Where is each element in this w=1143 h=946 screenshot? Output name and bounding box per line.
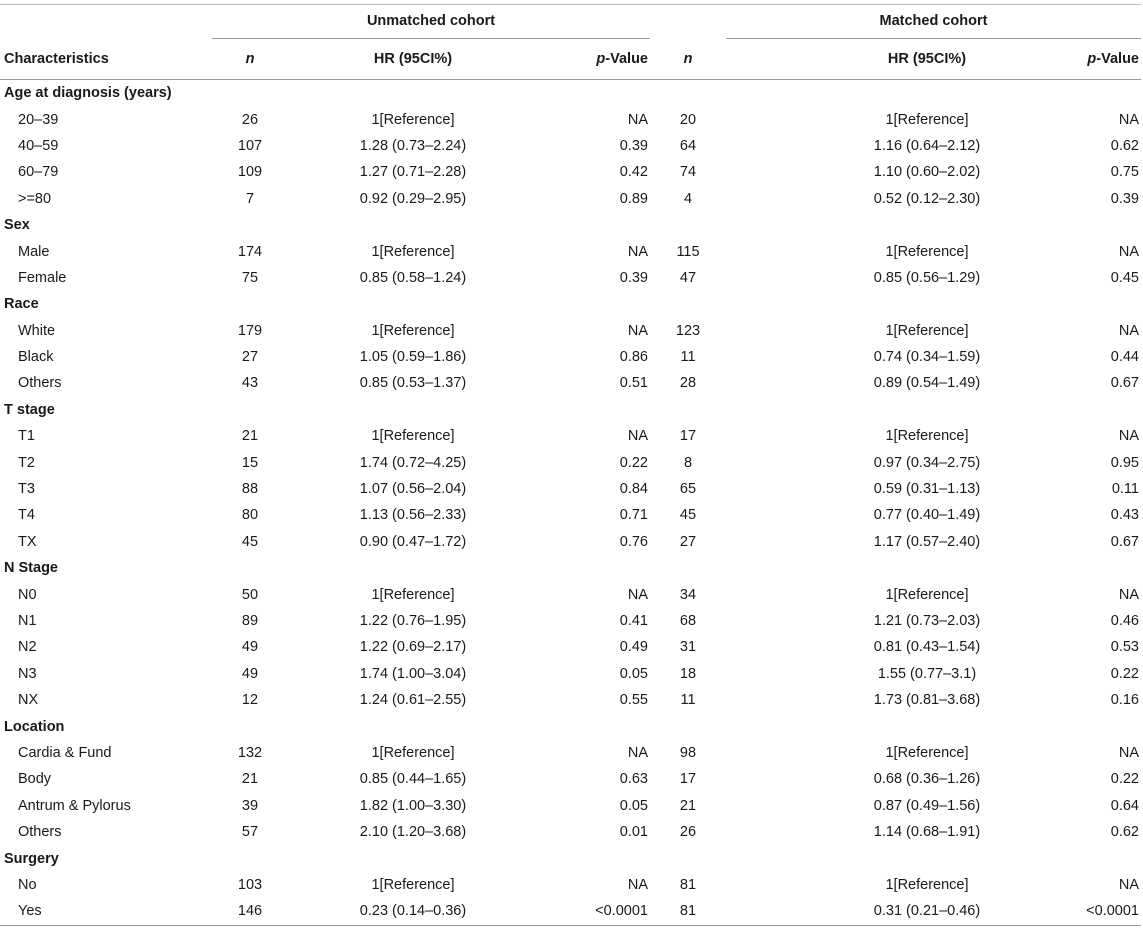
section-header-row [0,713,1141,739]
matched-n-cell: 65 [679,481,697,498]
spacer-cell [726,502,802,528]
unmatched-hr-cell: 1[Reference] [371,744,455,761]
unmatched-p-cell: 0.51 [619,375,648,392]
unmatched-hr-cell: 1.27 (0.71–2.28) [359,164,467,181]
unmatched-p-cell: 0.89 [619,190,648,207]
row-label: Body [18,771,52,788]
matched-n-cell: 81 [679,876,697,893]
unmatched-p-cell: NA [627,243,648,260]
matched-n-cell: 34 [679,586,697,603]
row-label: Female [18,269,67,286]
hazard-ratio-table [0,4,1141,926]
matched-n-cell: 4 [683,190,693,207]
spacer-cell [726,133,802,159]
spacer-cell [726,476,802,502]
table-row [0,106,1141,132]
unmatched-hr-cell: 1.74 (1.00–3.04) [359,665,467,682]
table-row [0,476,1141,502]
unmatched-p-cell: NA [627,586,648,603]
row-label: 40–59 [18,137,59,154]
matched-p-cell: NA [1118,111,1139,128]
matched-n-cell: 74 [679,164,697,181]
spacer-cell [726,766,802,792]
row-label: Others [18,824,62,841]
table-row [0,793,1141,819]
row-label: NX [18,692,39,709]
unmatched-p-cell: 0.42 [619,164,648,181]
spacer-cell [726,238,802,264]
spacer-cell [726,898,802,925]
table-row [0,133,1141,159]
unmatched-p-cell: 0.05 [619,665,648,682]
col-unmatched-p: p-Value [538,39,650,80]
matched-hr-cell: 1.14 (0.68–1.91) [873,824,981,841]
matched-hr-cell: 1[Reference] [885,428,969,445]
matched-hr-cell: 1.21 (0.73–2.03) [873,613,981,629]
table-row [0,898,1141,925]
unmatched-hr-cell: 0.85 (0.58–1.24) [359,269,467,286]
matched-n-cell: 47 [679,269,697,286]
row-label: T3 [18,481,35,498]
section-header-row [0,80,1141,107]
matched-hr-cell: 1.17 (0.57–2.40) [873,533,981,550]
matched-hr-cell: 0.31 (0.21–0.46) [802,898,1052,925]
matched-hr-cell: 1.73 (0.81–3.68) [873,692,981,709]
matched-hr-cell: 0.59 (0.31–1.13) [873,481,981,498]
unmatched-hr-cell: 1.24 (0.61–2.55) [359,692,467,709]
table-row [0,318,1141,344]
matched-hr-cell: 1[Reference] [885,111,969,128]
section-header-row [0,397,1141,423]
matched-hr-cell: 0.68 (0.36–1.26) [873,771,981,788]
unmatched-hr-cell: 0.23 (0.14–0.36) [288,898,538,925]
matched-hr-cell: 0.97 (0.34–2.75) [873,454,981,471]
unmatched-hr-cell: 1[Reference] [371,428,455,445]
unmatched-hr-cell: 1[Reference] [371,243,455,260]
matched-n-cell: 11 [680,349,696,366]
table-row [0,766,1141,792]
unmatched-n-cell: 80 [241,507,259,524]
spacer-cell [726,634,802,660]
unmatched-n-cell: 109 [237,164,263,181]
spacer-cell [726,608,802,634]
group-header-row [0,5,1141,39]
spacer-cell [726,581,802,607]
table-row [0,370,1141,396]
unmatched-p-cell: 0.39 [619,269,648,286]
matched-n-cell: 45 [679,507,697,524]
spacer-cell [726,449,802,475]
unmatched-p-cell: 0.86 [619,349,648,366]
row-label: T2 [18,454,35,471]
unmatched-hr-cell: 1.74 (0.72–4.25) [359,454,467,471]
row-label: Yes [0,898,212,925]
table-row [0,238,1141,264]
section-title: N Stage [4,560,58,577]
matched-cohort-header: Matched cohort [726,5,1141,39]
row-label: 60–79 [18,164,59,181]
matched-hr-cell: 1.10 (0.60–2.02) [873,164,981,181]
matched-p-cell: 0.67 [1110,533,1139,550]
matched-p-cell: NA [1118,876,1139,893]
matched-hr-cell: 0.74 (0.34–1.59) [873,349,981,366]
table-row [0,265,1141,291]
row-label: N2 [18,639,37,656]
spacer-cell [726,872,802,898]
unmatched-n-cell: 107 [237,137,263,154]
matched-n-cell: 28 [679,375,697,392]
unmatched-hr-cell: 0.92 (0.29–2.95) [359,190,467,207]
matched-p-cell: 0.46 [1110,613,1139,629]
row-label: N0 [18,586,37,603]
section-title: Surgery [4,850,59,867]
row-label: Others [18,375,62,392]
unmatched-hr-cell: 1.13 (0.56–2.33) [359,507,467,524]
section-title: T stage [4,401,55,418]
unmatched-n-cell: 26 [241,111,259,128]
unmatched-p-cell: NA [627,111,648,128]
matched-p-cell: 0.39 [1110,190,1139,207]
matched-p-cell: <0.0001 [1052,898,1141,925]
spacer-cell [726,370,802,396]
unmatched-n-cell: 49 [241,639,259,656]
unmatched-p-cell: NA [627,744,648,761]
row-label: T4 [18,507,35,524]
unmatched-hr-cell: 1.22 (0.76–1.95) [359,613,467,629]
matched-p-cell: 0.11 [1111,481,1139,498]
unmatched-p-cell: 0.63 [619,771,648,788]
table-row [0,740,1141,766]
table-row [0,687,1141,713]
matched-n-cell: 81 [650,898,726,925]
table-row [0,819,1141,845]
spacer-cell [726,529,802,555]
table-row [0,872,1141,898]
unmatched-n-cell: 12 [241,692,259,709]
matched-hr-cell: 0.52 (0.12–2.30) [873,190,981,207]
matched-p-cell: 0.64 [1110,797,1139,814]
matched-p-cell: 0.62 [1110,137,1139,154]
unmatched-hr-cell: 1.82 (1.00–3.30) [359,797,467,814]
matched-hr-cell: 0.89 (0.54–1.49) [873,375,981,392]
matched-n-cell: 20 [679,111,697,128]
column-header-row [0,39,1141,80]
unmatched-p-cell: 0.55 [619,692,648,709]
matched-n-cell: 64 [679,137,697,154]
matched-p-cell: NA [1118,586,1139,603]
matched-p-cell: 0.16 [1110,692,1139,709]
unmatched-n-cell: 15 [241,454,259,471]
matched-n-cell: 68 [679,613,697,629]
unmatched-p-cell: 0.71 [619,507,648,524]
table-row [0,502,1141,528]
unmatched-p-cell: 0.84 [619,481,648,498]
unmatched-n-cell: 179 [237,322,263,339]
row-label: Cardia & Fund [18,744,112,761]
matched-n-cell: 27 [679,533,697,550]
section-title: Race [4,296,39,313]
col-characteristics: Characteristics [0,39,212,80]
table-row [0,344,1141,370]
matched-p-cell: NA [1118,428,1139,445]
spacer-cell [726,687,802,713]
unmatched-p-cell: 0.39 [619,137,648,154]
matched-n-cell: 11 [680,692,696,709]
section-header-row [0,212,1141,238]
unmatched-hr-cell: 1[Reference] [371,586,455,603]
spacer-cell [726,265,802,291]
matched-p-cell: 0.22 [1110,665,1139,682]
spacer-cell [726,740,802,766]
section-title: Location [4,718,65,735]
unmatched-n-cell: 103 [237,876,263,893]
matched-hr-cell: 0.81 (0.43–1.54) [873,639,981,656]
section-header-row [0,555,1141,581]
matched-n-cell: 115 [676,243,700,260]
table-row [0,159,1141,185]
unmatched-hr-cell: 1.22 (0.69–2.17) [359,639,467,656]
matched-hr-cell: 1.55 (0.77–3.1) [877,665,977,682]
matched-n-cell: 31 [679,639,697,656]
unmatched-hr-cell: 1.05 (0.59–1.86) [359,349,467,366]
matched-n-cell: 26 [679,824,697,841]
table-row [0,186,1141,212]
spacer-cell [726,344,802,370]
section-title: Sex [4,217,30,234]
row-label: T1 [18,428,35,445]
unmatched-n-cell: 39 [241,797,259,814]
unmatched-n-cell: 57 [241,824,259,841]
unmatched-p-cell: NA [627,876,648,893]
row-label: >=80 [18,190,52,207]
unmatched-p-cell: NA [627,322,648,339]
matched-n-cell: 17 [679,771,697,788]
spacer-cell [726,793,802,819]
spacer-cell [726,423,802,449]
unmatched-hr-cell: 1[Reference] [371,876,455,893]
matched-p-cell: 0.53 [1110,639,1139,656]
matched-n-cell: 18 [679,665,697,682]
spacer-cell [726,159,802,185]
unmatched-hr-cell: 1[Reference] [371,111,455,128]
row-label: White [18,322,56,339]
col-matched-n: n [650,39,726,80]
unmatched-hr-cell: 0.85 (0.44–1.65) [359,771,467,788]
table-row [0,423,1141,449]
row-label: TX [18,533,37,550]
table-row [0,449,1141,475]
matched-hr-cell: 1[Reference] [885,322,969,339]
spacer-cell [726,186,802,212]
unmatched-p-cell: 0.76 [619,533,648,550]
matched-n-cell: 21 [679,797,697,814]
matched-hr-cell: 1[Reference] [885,586,969,603]
spacer-cell [726,819,802,845]
matched-hr-cell: 0.77 (0.40–1.49) [873,507,981,524]
matched-p-cell: 0.75 [1110,164,1139,181]
table-body [0,80,1141,926]
matched-p-cell: NA [1118,243,1139,260]
matched-hr-cell: 1[Reference] [885,744,969,761]
unmatched-n-cell: 49 [241,665,259,682]
unmatched-hr-cell: 0.85 (0.53–1.37) [359,375,467,392]
spacer-cell [726,106,802,132]
col-unmatched-hr: HR (95CI%) [288,39,538,80]
matched-p-cell: 0.22 [1110,771,1139,788]
matched-n-cell: 98 [679,744,697,761]
unmatched-n-cell: 132 [237,744,263,761]
matched-hr-cell: 1[Reference] [885,876,969,893]
unmatched-n-cell: 89 [241,613,259,629]
matched-p-cell: 0.45 [1110,269,1139,286]
unmatched-p-cell: <0.0001 [538,898,650,925]
spacer-cell [726,661,802,687]
unmatched-cohort-header: Unmatched cohort [212,5,650,39]
matched-hr-cell: 0.85 (0.56–1.29) [873,269,981,286]
unmatched-n-cell: 174 [237,243,263,260]
matched-p-cell: 0.95 [1110,454,1139,471]
unmatched-p-cell: 0.41 [619,613,648,629]
row-label: 20–39 [18,111,59,128]
unmatched-p-cell: 0.05 [619,797,648,814]
row-label: N1 [18,613,37,629]
col-unmatched-n: n [212,39,288,80]
matched-p-cell: 0.43 [1110,507,1139,524]
unmatched-n-cell: 43 [241,375,259,392]
unmatched-p-cell: 0.01 [619,824,648,841]
row-label: No [18,876,37,893]
unmatched-hr-cell: 2.10 (1.20–3.68) [359,824,467,841]
unmatched-p-cell: NA [627,428,648,445]
col-matched-hr: HR (95CI%) [802,39,1052,80]
section-title: Age at diagnosis (years) [4,85,172,102]
row-label: N3 [18,665,37,682]
unmatched-hr-cell: 1.07 (0.56–2.04) [359,481,467,498]
unmatched-n-cell: 88 [241,481,259,498]
section-header-row [0,291,1141,317]
unmatched-n-cell: 146 [212,898,288,925]
matched-n-cell: 8 [683,454,693,471]
matched-p-cell: 0.67 [1110,375,1139,392]
col-matched-p: p-Value [1052,39,1141,80]
row-label: Male [18,243,50,260]
unmatched-n-cell: 21 [241,428,259,445]
unmatched-n-cell: 7 [245,190,255,207]
unmatched-p-cell: 0.49 [619,639,648,656]
table-row [0,634,1141,660]
table-row [0,661,1141,687]
row-label: Black [18,349,54,366]
matched-p-cell: NA [1118,744,1139,761]
unmatched-hr-cell: 0.90 (0.47–1.72) [359,533,467,550]
matched-n-cell: 17 [679,428,697,445]
table-row [0,608,1141,634]
unmatched-n-cell: 75 [241,269,259,286]
unmatched-p-cell: 0.22 [619,454,648,471]
table-row [0,529,1141,555]
matched-hr-cell: 1.16 (0.64–2.12) [873,137,981,154]
row-label: Antrum & Pylorus [18,797,131,814]
spacer-cell [726,318,802,344]
unmatched-n-cell: 45 [241,533,259,550]
matched-hr-cell: 0.87 (0.49–1.56) [873,797,981,814]
matched-p-cell: NA [1118,322,1139,339]
matched-hr-cell: 1[Reference] [885,243,969,260]
unmatched-n-cell: 27 [241,349,259,366]
matched-p-cell: 0.62 [1110,824,1139,841]
unmatched-hr-cell: 1[Reference] [371,322,455,339]
unmatched-n-cell: 21 [241,771,259,788]
unmatched-n-cell: 50 [241,586,259,603]
table-row [0,581,1141,607]
matched-p-cell: 0.44 [1110,349,1139,366]
section-header-row [0,845,1141,871]
unmatched-hr-cell: 1.28 (0.73–2.24) [359,137,467,154]
matched-n-cell: 123 [675,322,701,339]
